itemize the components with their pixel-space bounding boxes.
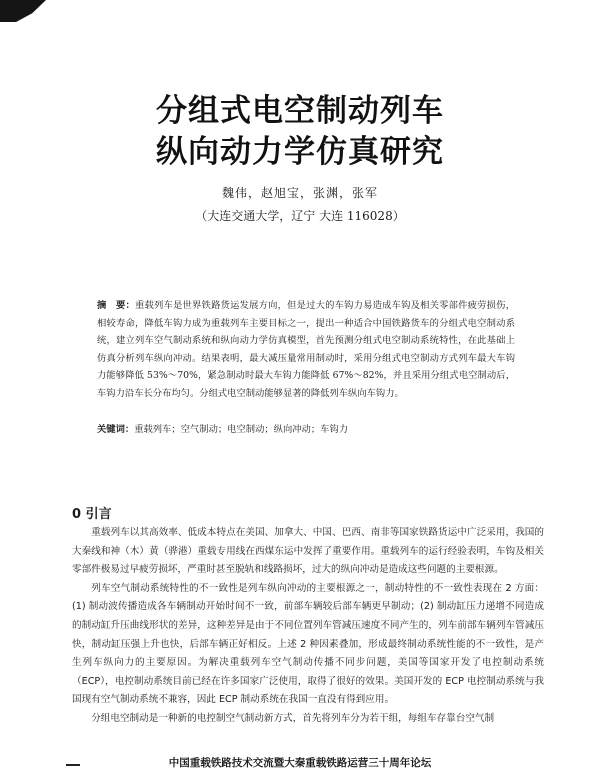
paper-title-line-2: 纵向动力学仿真研究 [156,134,444,170]
paragraph: 分组电空制动是一种新的电控制空气制动新方式，首先将列车分为若干组，每组车存靠台空气制 [91,712,495,724]
authors: 魏伟，赵旭宝，张渊，张军 [221,186,378,200]
affiliation: （大连交通大学，辽宁 大连 116028） [195,209,405,223]
abstract-label: 摘 要： [97,300,136,311]
keywords [97,421,515,435]
conference-footer: 中国重载铁路技术交流暨大秦重载铁路运营三十周年论坛 [168,757,432,769]
section-heading: 0 引言 [72,507,112,522]
keywords-label: 关键词： [97,424,135,435]
abstract-text: 重载列车是世界铁路货运发展方向，但是过大的车钩力易造成车钩及相关零部件疲劳损伤，相较寿命，降低车钩力成为重载列车主要目标之一，提出一种适合中国铁路货车的分组式电空制动系统，建立列车空气制动系统和纵向动力学仿真模型，首先预测分组式电空制动系统特性，在此基础上仿真分析列车纵向冲动。结果表明，最大减压量常用制动时，采用分组式电空制动方式列车最大车钩力能够降低 53%～70%，紧急制动时最大车钩力能降低 67%～82%，并且采用分组式电空制动后，车钩力沿车长分布均匀。分组式电空制动能够显著的降低列车纵向车钩力。 [97,300,515,399]
section-body [72,524,544,729]
keywords-text: 重载列车；空气制动；电空制动；纵向冲动；车钩力 [134,424,349,435]
paragraph: 列车空气制动系统特性的不一致性是列车纵向冲动的主要根源之一，制动特性的不一致性表现在 2 方面：(1) 制动波传播造成各车辆制动开始时间不一致，前部车辆较后部车辆更早制动；(2) 制动缸压力递增不同造成的制动缸升压曲线形状的差异，这种差异是由于不同位置列车管减压速度不同产生的，列车前部车辆列车管减压快，制动缸压强上升也快，后部车辆正好相反。上述 2 种因素叠加，形成最终制动系统性能的不一致性，是产生列车纵向力的主要原因。为解决重载列车空气制动传播不同步问题，美国等国家开发了电控制动系统（ECP），电控制动系统目前已经在许多国家广泛使用，取得了很好的效果。美国开发的 ECP 电控制动系统与我国现有空气制动系统不兼容，因此 ECP 制动系统在我国一直没有得到应用。 [72,582,544,706]
paper-title-line-1: 分组式电空制动列车 [156,93,444,129]
scan-artifact [0,0,46,22]
abstract [97,297,515,403]
paragraph: 重载列车以其高效率、低成本特点在美国、加拿大、中国、巴西、南非等国家铁路货运中广泛采用，我国的大秦线和神（木）黄（骅港）重载专用线在西煤东运中发挥了重要作用。重载列车的运行经验表明，车钩及相关零部件极易过早疲劳损坏，严重时甚至脱轨和线路损坏，过大的纵向冲动是造成这些问题的主要根源。 [72,527,544,576]
